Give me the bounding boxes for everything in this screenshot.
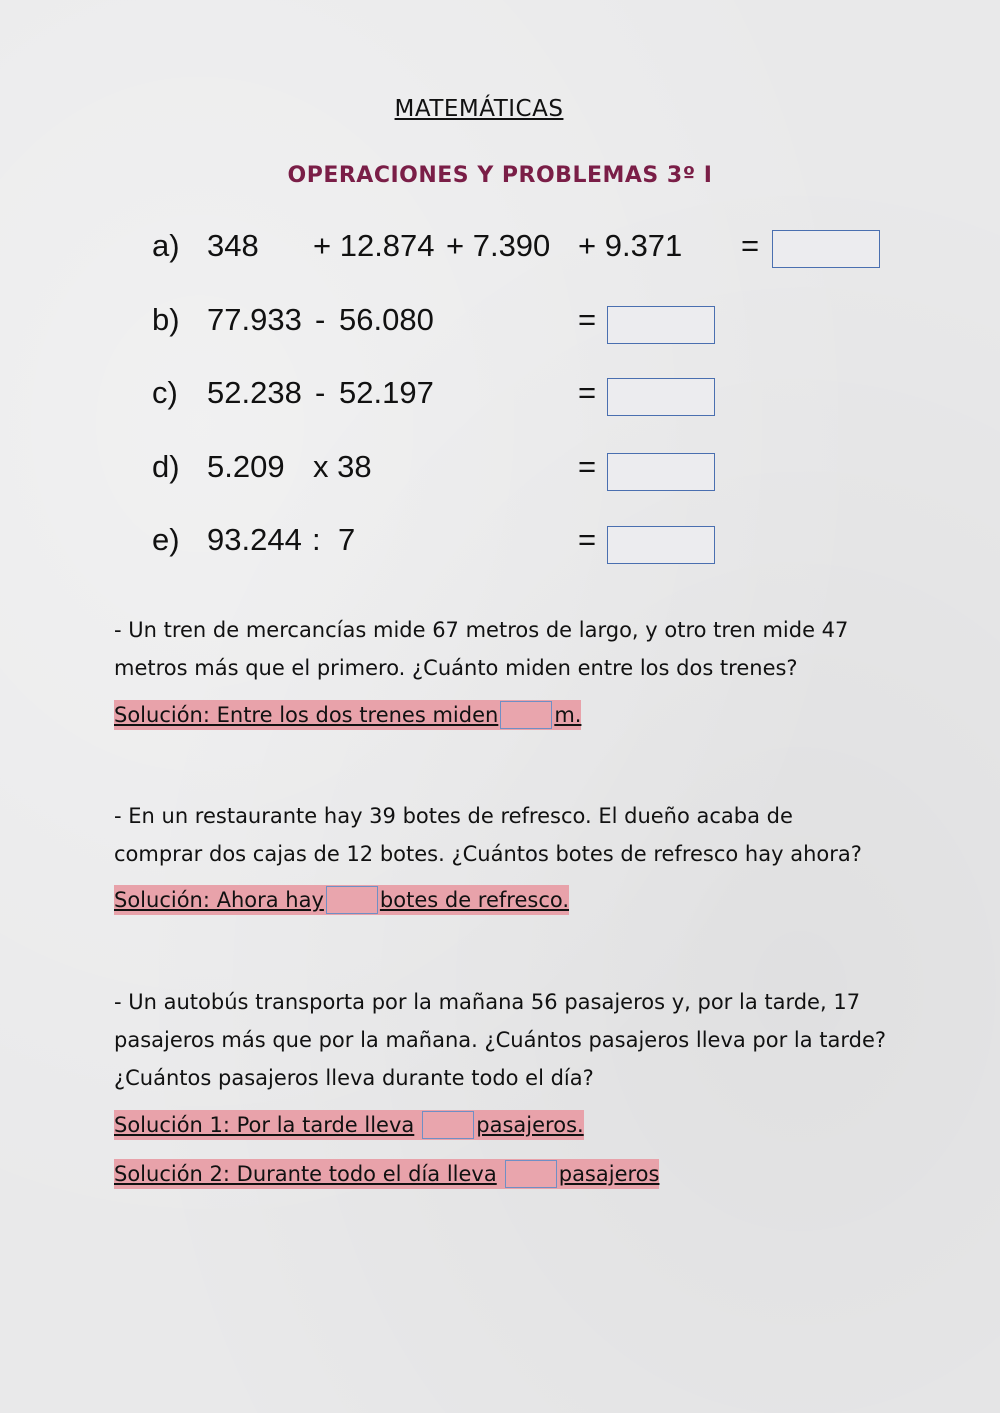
problem-line: comprar dos cajas de 12 botes. ¿Cuántos botes de refresco hay ahora? — [114, 842, 862, 866]
operation-term: : — [312, 522, 321, 557]
operation-term: 77.933 — [207, 302, 302, 337]
operation-letter: c) — [152, 375, 178, 410]
operation-term: - — [315, 302, 326, 337]
operation-letter: a) — [152, 228, 180, 263]
answer-input-b[interactable] — [607, 306, 715, 344]
solution-text: pasajeros. — [476, 1113, 584, 1137]
problem-line: - Un autobús transporta por la mañana 56 pasajeros y, por la tarde, 17 — [114, 990, 861, 1014]
problem-line: - En un restaurante hay 39 botes de refresco. El dueño acaba de — [114, 804, 793, 828]
operation-term: 56.080 — [339, 302, 434, 337]
problem-3-solution-1 — [114, 1110, 584, 1140]
problem-line: metros más que el primero. ¿Cuánto miden entre los dos trenes? — [114, 656, 798, 680]
solution-text: botes de refresco. — [379, 888, 570, 912]
solution-text: Solución 1: Por la tarde lleva — [114, 1113, 415, 1137]
problem-3-solution-2 — [114, 1159, 659, 1189]
operation-term: 7 — [338, 522, 356, 557]
equals-sign: = — [578, 522, 597, 557]
solution-text: Solución: Entre los dos trenes miden — [114, 703, 499, 727]
worksheet-subtitle: OPERACIONES Y PROBLEMAS 3º I — [287, 163, 713, 188]
operation-term: + 7.390 — [446, 228, 551, 263]
equals-sign: = — [578, 449, 597, 484]
solution-text: pasajeros — [558, 1162, 660, 1186]
answer-input-c[interactable] — [607, 378, 715, 416]
page-title: MATEMÁTICAS — [394, 96, 564, 122]
problem-line: ¿Cuántos pasajeros lleva durante todo el día? — [114, 1066, 594, 1090]
operation-term: 348 — [207, 228, 259, 263]
operation-term: x 38 — [313, 449, 372, 484]
operation-term: + 9.371 — [578, 228, 683, 263]
answer-input-e[interactable] — [607, 526, 715, 564]
equals-sign: = — [578, 375, 597, 410]
operation-term: 52.197 — [339, 375, 434, 410]
problem-2-solution — [114, 885, 569, 915]
solution-1-input[interactable] — [500, 701, 552, 729]
operation-term: 93.244 — [207, 522, 302, 557]
equals-sign: = — [578, 302, 597, 337]
operation-term: 52.238 — [207, 375, 302, 410]
equals-sign: = — [741, 228, 760, 263]
solution-3a-input[interactable] — [422, 1111, 474, 1139]
solution-text: Solución: Ahora hay — [114, 888, 324, 912]
operation-term: + 12.874 — [313, 228, 435, 263]
problem-3-text — [114, 983, 914, 1097]
solution-3b-input[interactable] — [505, 1160, 557, 1188]
operation-term: - — [315, 375, 326, 410]
solution-text: Solución 2: Durante todo el día lleva — [114, 1162, 497, 1186]
operation-letter: d) — [152, 449, 180, 484]
operation-letter: e) — [152, 522, 180, 557]
problem-2-text — [114, 797, 914, 873]
operation-letter: b) — [152, 302, 180, 337]
solution-2-input[interactable] — [326, 886, 378, 914]
problem-1-text — [114, 611, 914, 687]
problem-1-solution — [114, 700, 581, 730]
solution-text: m. — [554, 703, 582, 727]
operation-term: 5.209 — [207, 449, 285, 484]
problem-line: - Un tren de mercancías mide 67 metros de largo, y otro tren mide 47 — [114, 618, 849, 642]
answer-input-d[interactable] — [607, 453, 715, 491]
answer-input-a[interactable] — [772, 230, 880, 268]
problem-line: pasajeros más que por la mañana. ¿Cuántos pasajeros lleva por la tarde? — [114, 1028, 887, 1052]
